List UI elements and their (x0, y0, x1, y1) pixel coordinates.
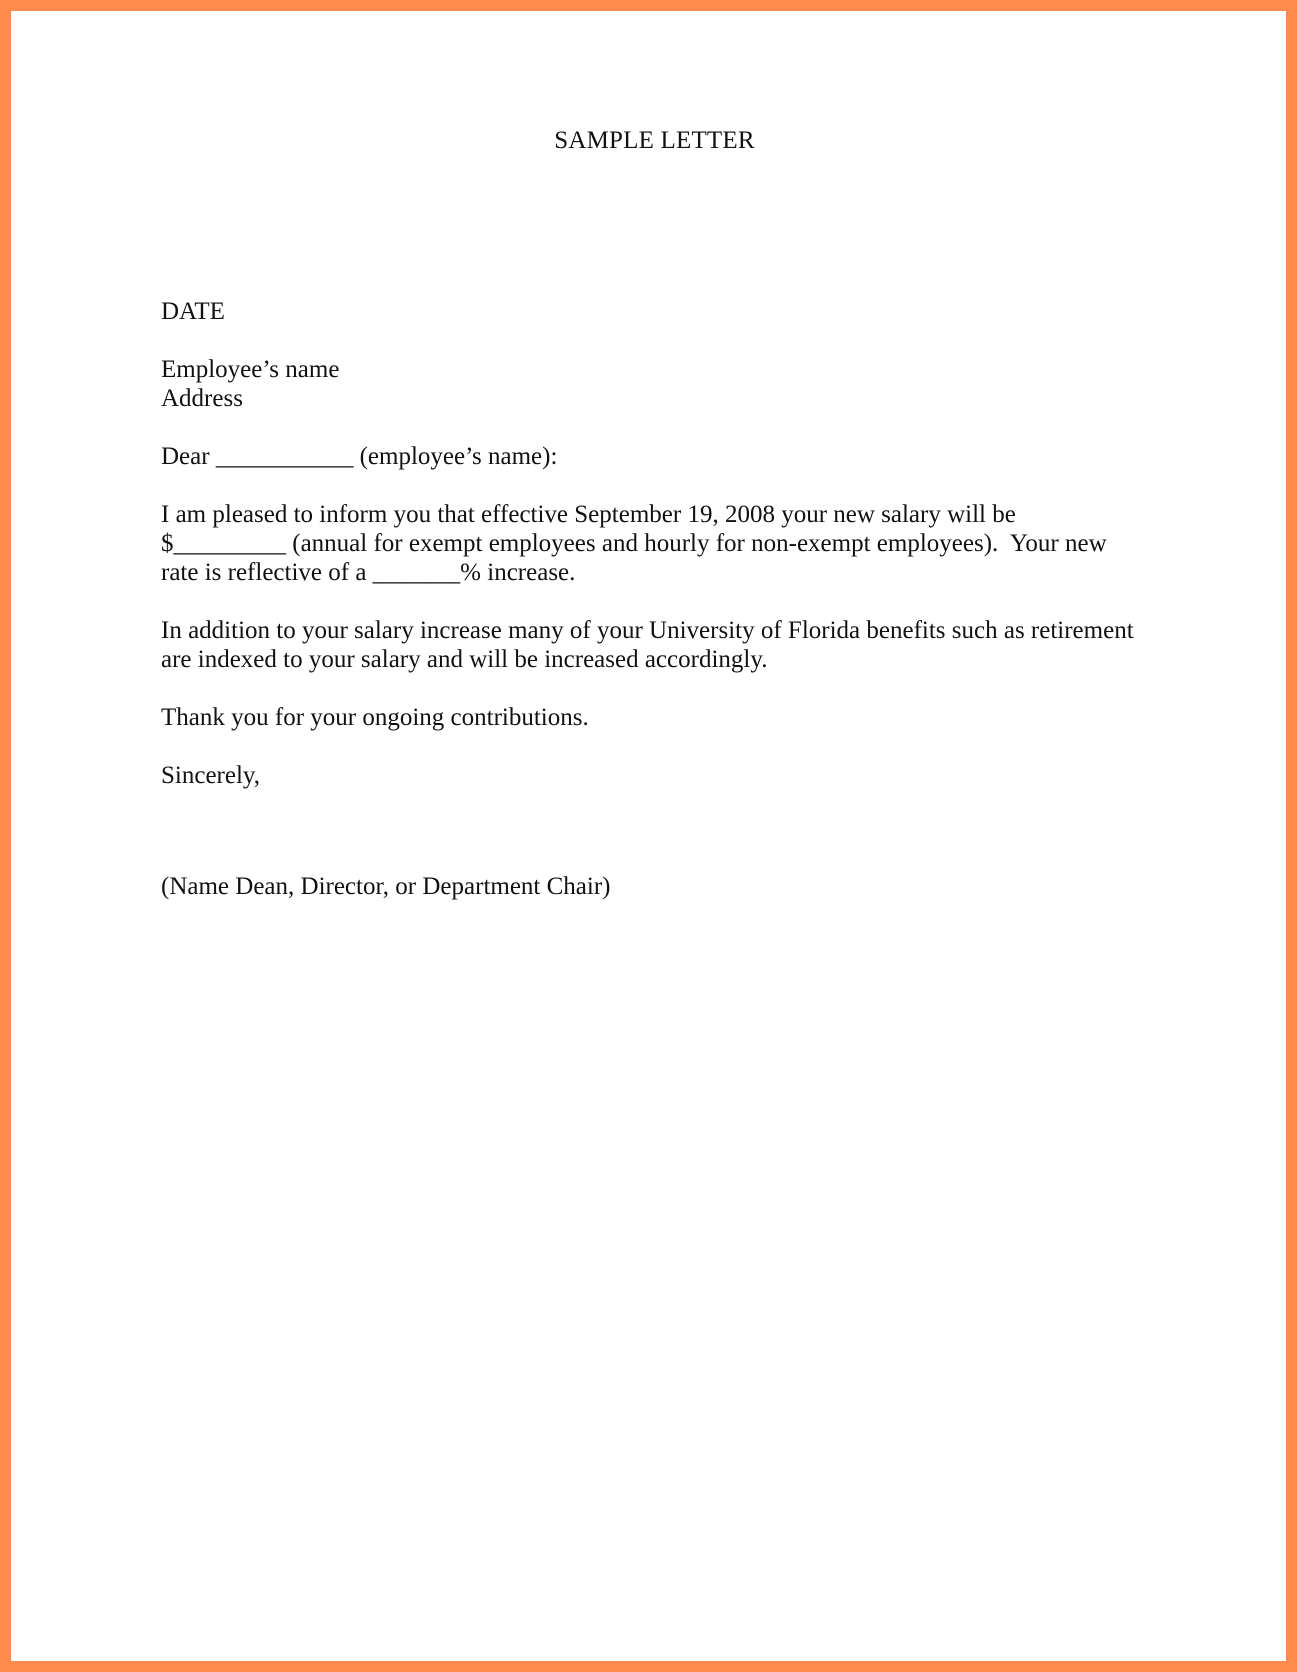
paragraph-line: I am pleased to inform you that effective September 19, 2008 your new salary will be (161, 501, 1016, 528)
letter-body (161, 297, 1161, 901)
paragraph-line: In addition to your salary increase many of your University of Florida benefits such as retirement (161, 617, 1134, 644)
paragraph-line: are indexed to your salary and will be increased accordingly. (161, 646, 768, 673)
date-line: DATE (161, 298, 225, 325)
paragraph-line: rate is reflective of a _______% increase. (161, 559, 576, 586)
thanks-paragraph: Thank you for your ongoing contributions. (161, 704, 589, 731)
address-line: Address (161, 385, 243, 412)
salutation: Dear ___________ (employee’s name): (161, 443, 558, 470)
letter-page (11, 11, 1286, 1661)
paragraph-line: $_________ (annual for exempt employees and hourly for non-exempt employees). Your new (161, 530, 1107, 557)
letter-title: SAMPLE LETTER (554, 127, 755, 154)
salary-paragraph (161, 500, 1161, 587)
closing: Sincerely, (161, 762, 261, 789)
employee-name-line: Employee’s name (161, 356, 340, 383)
signature-line: (Name Dean, Director, or Department Chair) (161, 873, 611, 900)
benefits-paragraph (161, 616, 1161, 674)
